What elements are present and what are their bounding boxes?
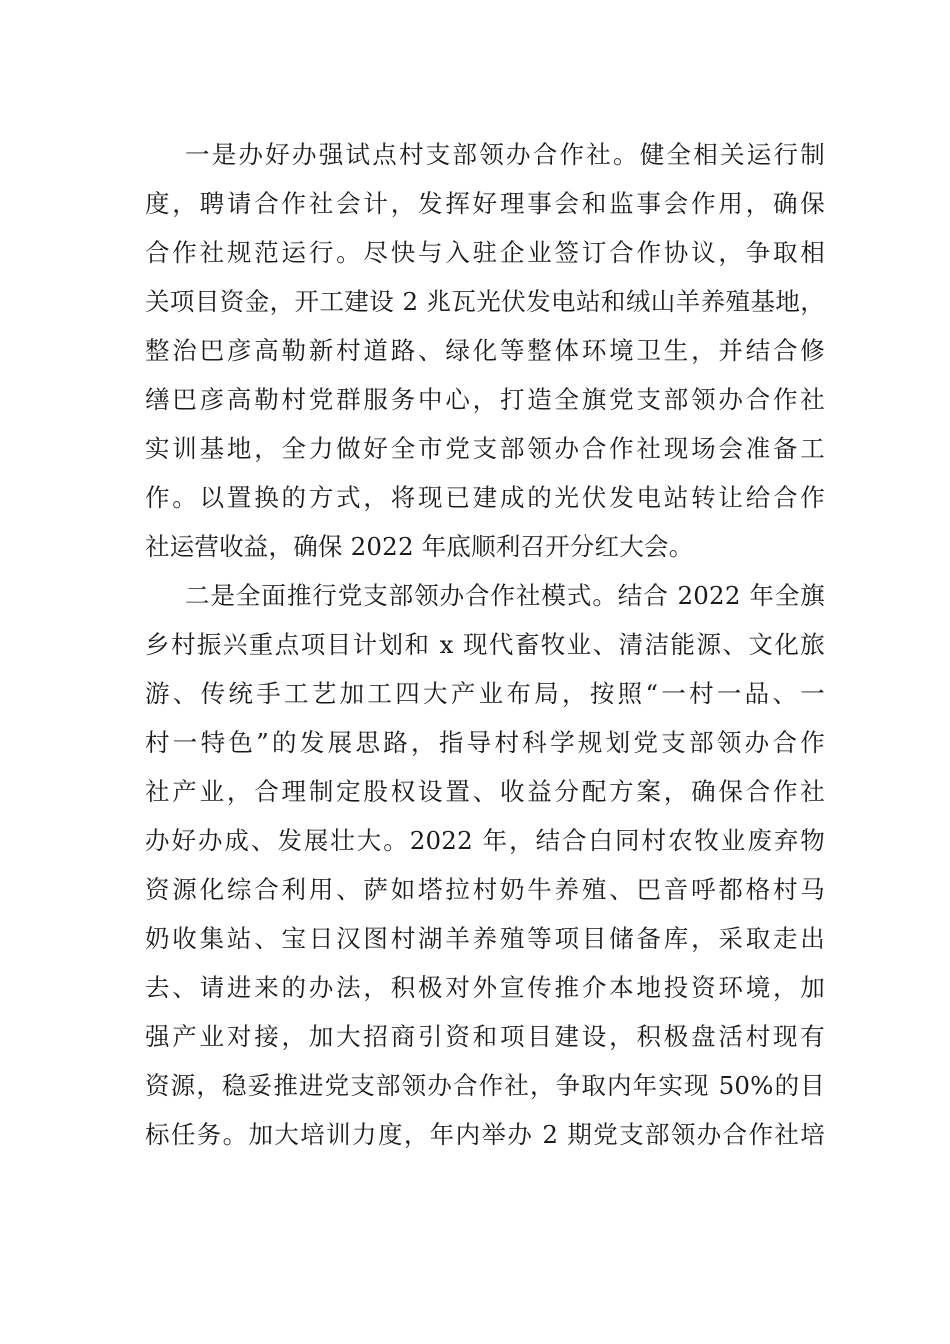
text-line: 缮巴彦高勒村党群服务中心，打造全旗党支部领办合作社 — [145, 385, 825, 414]
document-body — [145, 130, 825, 1159]
text-line: 社产业，合理制定股权设置、收益分配方案，确保合作社 — [145, 777, 825, 806]
text-line: 社运营收益，确保 2022 年底顺利召开分红大会。 — [145, 532, 694, 561]
text-line: 去、请进来的办法，积极对外宣传推介本地投资环境，加 — [145, 973, 825, 1002]
text-line: 整治巴彦高勒新村道路、绿化等整体环境卫生，并结合修 — [145, 336, 825, 365]
text-line: 资源化综合利用、萨如塔拉村奶牛养殖、巴音呼都格村马 — [145, 875, 825, 904]
text-line: 村一特色”的发展思路，指导村科学规划党支部领办合作 — [145, 728, 825, 757]
text-line: 资源，稳妥推进党支部领办合作社，争取内年实现 50%的目 — [145, 1071, 825, 1100]
text-line: 合作社规范运行。尽快与入驻企业签订合作协议，争取相 — [145, 238, 825, 267]
text-line: 二是全面推行党支部领办合作社模式。结合 2022 年全旗 — [185, 581, 825, 610]
paragraph-promote-cooperative-model — [145, 571, 825, 1159]
text-line: 度，聘请合作社会计，发挥好理事会和监事会作用，确保 — [145, 189, 825, 218]
text-line: 实训基地，全力做好全市党支部领办合作社现场会准备工 — [145, 434, 825, 463]
text-line: 乡村振兴重点项目计划和 x 现代畜牧业、清洁能源、文化旅 — [145, 630, 825, 659]
text-line: 奶收集站、宝日汉图村湖羊养殖等项目储备库，采取走出 — [145, 924, 825, 953]
text-line: 关项目资金，开工建设 2 兆瓦光伏发电站和绒山羊养殖基地， — [145, 287, 825, 316]
text-line: 游、传统手工艺加工四大产业布局，按照“一村一品、一 — [145, 679, 825, 708]
text-line: 作。以置换的方式，将现已建成的光伏发电站转让给合作 — [145, 483, 825, 512]
paragraph-pilot-village-cooperative — [145, 130, 825, 571]
text-line: 办好办成、发展壮大。2022 年，结合白同村农牧业废弃物 — [145, 826, 825, 855]
text-line: 一是办好办强试点村支部领办合作社。健全相关运行制 — [185, 140, 825, 169]
text-line: 强产业对接，加大招商引资和项目建设，积极盘活村现有 — [145, 1022, 825, 1051]
text-line: 标任务。加大培训力度，年内举办 2 期党支部领办合作社培 — [145, 1120, 825, 1149]
